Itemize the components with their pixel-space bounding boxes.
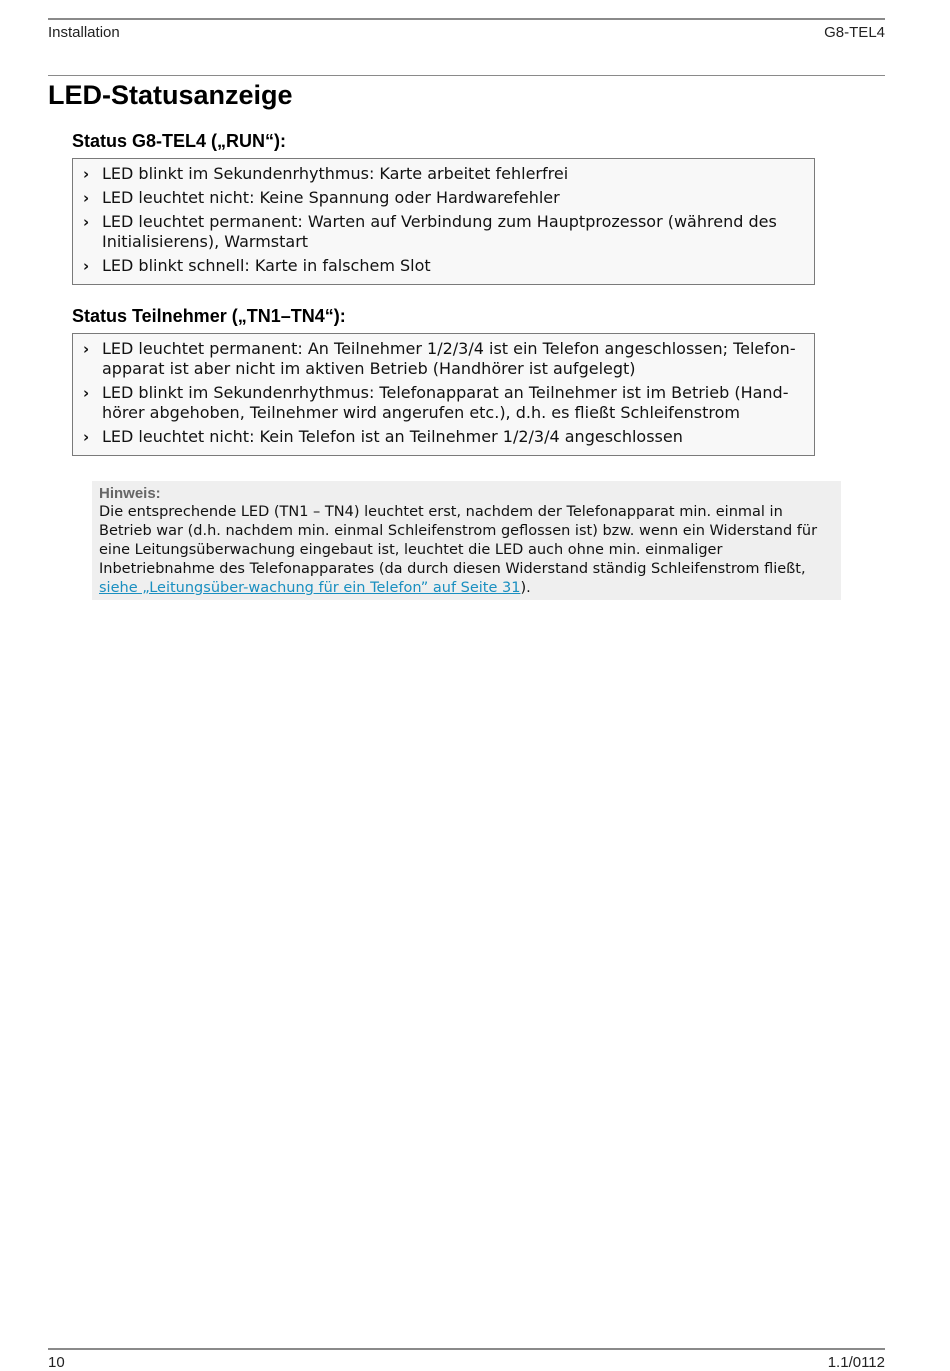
list-item (83, 212, 804, 252)
note-title: Hinweis: (99, 485, 161, 502)
title-rule (48, 75, 885, 76)
note-box (92, 481, 841, 600)
list-item-text: LED leuchtet nicht: Keine Spannung oder Hardwarefehler (102, 188, 560, 207)
chevron-right-icon: › (83, 213, 90, 231)
header-product-label: G8-TEL4 (824, 24, 885, 41)
page-number: 10 (48, 1354, 65, 1371)
header-section-label: Installation (48, 24, 120, 41)
list-item-text: LED blinkt schnell: Karte in falschem Slot (102, 256, 431, 275)
list-item-text: LED blinkt im Sekundenrhythmus: Karte arbeitet fehlerfrei (102, 164, 569, 183)
list-item (83, 383, 804, 423)
list-item (83, 188, 804, 208)
run-status-box (72, 158, 815, 285)
list-item-text: LED leuchtet permanent: Warten auf Verbindung zum Hauptprozessor (während des Initialisierens), Warmstart (102, 212, 777, 251)
list-item (83, 164, 804, 184)
chevron-right-icon: › (83, 257, 90, 275)
header-rule (48, 18, 885, 20)
list-item (83, 256, 804, 276)
list-item-text: LED leuchtet nicht: Kein Telefon ist an Teilnehmer 1/2/3/4 angeschlossen (102, 427, 683, 446)
list-item (83, 339, 804, 379)
subscriber-status-box (72, 333, 815, 456)
note-tail: ). (520, 580, 531, 596)
list-item-text: LED blinkt im Sekundenrhythmus: Telefonapparat an Teilnehmer ist im Betrieb (Hand-hörer abgehoben, Teilnehmer wird angerufen etc.), d.h. es fließt Schleifenstrom (102, 383, 789, 422)
list-item-text: LED leuchtet permanent: An Teilnehmer 1/2/3/4 ist ein Telefon angeschlossen; Telefon-apparat ist aber nicht im aktiven Betrieb (Handhörer ist aufgelegt) (102, 339, 796, 378)
note-body: Die entsprechende LED (TN1 – TN4) leuchtet erst, nachdem der Telefonapparat min. einmal in Betrieb war (d.h. nachdem min. einmal Schleifenstrom geflossen ist) bzw. wenn ein Widerstand für eine Leitungsüberwachung eingebaut ist, leuchtet die LED auch ohne min. einmaliger Inbetriebnahme des Telefonapparates (da durch diesen Widerstand ständig Schleifenstrom fließt, (99, 504, 818, 577)
note-text (99, 503, 834, 598)
section-title-run: Status G8-TEL4 („RUN“): (72, 131, 287, 151)
cross-reference-link[interactable]: siehe „Leitungsüber-wachung für ein Telefon” auf Seite 31 (99, 580, 521, 596)
footer-rule (48, 1348, 885, 1350)
chevron-right-icon: › (83, 340, 90, 358)
chevron-right-icon: › (83, 384, 90, 402)
document-version: 1.1/0112 (827, 1354, 885, 1371)
chevron-right-icon: › (83, 165, 90, 183)
list-item (83, 427, 804, 447)
section-title-subscriber: Status Teilnehmer („TN1–TN4“): (72, 306, 346, 326)
subscriber-status-list (83, 339, 804, 447)
chevron-right-icon: › (83, 428, 90, 446)
run-status-list (83, 164, 804, 276)
page-title: LED-Statusanzeige (48, 80, 293, 110)
chevron-right-icon: › (83, 189, 90, 207)
